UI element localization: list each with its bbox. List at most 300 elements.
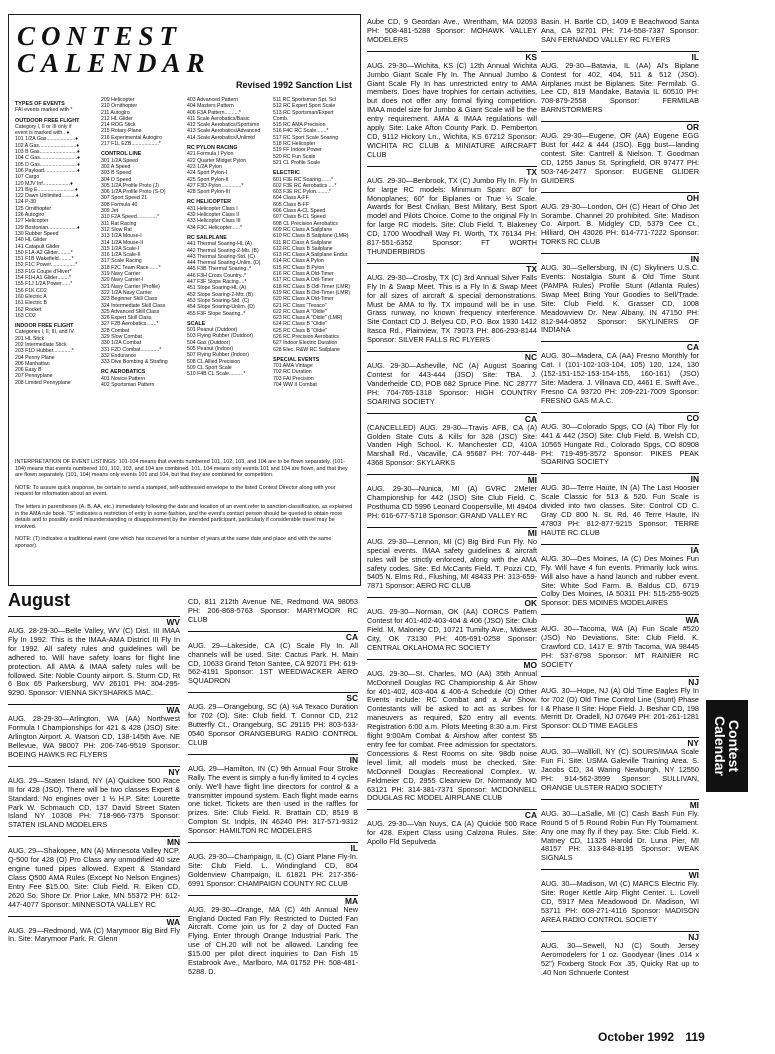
contest-listing <box>541 18 699 45</box>
event-type-item: 412 Scale Aerobatics/Sportsmn <box>187 122 260 129</box>
state-label: WV <box>8 616 180 627</box>
listing-text: AUG. 30—Madison, WI (C) MARCS Electric Fly. Site: Roger Kettle Airp Flight Center. L. Lovell CD, 5917 Mea Meadowood Dr. Madison, WI 53711 PH: 608-271-4116 Sponsor: MADISON AREA RADIO CONTROL SOCIETY <box>541 879 699 924</box>
event-type-item: 107 Cargo <box>15 174 40 181</box>
listing-text: AUG. 29-30—Crosby, TX (C) 3rd Annual Silver Falls Fly In & Swap Meet. This is a Fly In & Swap Meet for all sizes of aircraft & special demonstrations. Must be AMA to fly. TX impound will be in use. Grass runway, no known frequency interference. Site Contact CD J. Belyeu CD, P.O. Box 1930 1412 Itasca Rd., Plainview, TX 79073 PH: 806-293-8144 Sponsor: SILVER FALLS RC FLYERS <box>367 272 537 345</box>
event-type-item: event is marked with.. ♦ <box>15 130 70 137</box>
event-type-item: 516 F4C RC Scale.......* <box>273 128 329 135</box>
legend-note: INTERPRETATION OF EVENT LISTINGS: 101-104 means that events numbered 101, 102, 103, and 104 are to be flown separately. (101-104) means that events numbered 101, 102, 103, and 104 are combined. 101, 104 means only events 101 and 104 are flown, and that they are flown separately. (101, 104) means only events 101 and 104, but that they are combined for competition. <box>15 459 348 479</box>
contest-listing <box>367 51 537 160</box>
state-label: SC <box>188 692 358 703</box>
listing-text: AUG. 29—Staten Island, NY (A) Quickee 500 Race III for 428 (JSO). There will be two classes Expert & Standard. No engines over 1 ½ H.P. Site: Lourette Park W. Schmauch CD, 137 David Street Staten Island NY 10308 PH: 718-966-7375 Sponsor: STATEN ISLAND MODELERS <box>8 775 180 830</box>
event-category-heading: RC HELICOPTER <box>187 199 232 206</box>
event-type-item: 305 1/2A Profile Proto (J) <box>101 182 159 189</box>
state-label: WA <box>8 916 180 927</box>
event-type-item: 519 FF Indoor Power <box>273 147 322 154</box>
event-type-item: Categories I, II, III, and IV <box>15 329 74 336</box>
state-label: MI <box>367 474 537 485</box>
event-type-item: 432 Helicopter Class II <box>187 212 240 219</box>
state-label: CO <box>541 412 699 423</box>
event-type-item: 163 CO2 <box>15 312 36 319</box>
event-type-item: 517 RC Sport Scale Soaring <box>273 134 339 141</box>
event-type-item: 444 Thermal Soaring-Unlim. (D) <box>187 260 261 267</box>
state-label: NY <box>541 737 699 748</box>
state-label: OH <box>541 192 699 203</box>
contest-listing <box>8 916 180 945</box>
event-type-item: 321 Navy Carrier (Profile) <box>101 283 160 290</box>
event-type-column-4 <box>273 97 357 388</box>
contest-listing <box>367 597 537 653</box>
event-type-item: 161 Electric B <box>15 300 48 307</box>
event-type-item: 103 B Gas..........................♦ <box>15 149 80 156</box>
event-type-column-3 <box>187 97 273 377</box>
contest-listing <box>188 895 358 977</box>
contest-listing <box>188 598 358 625</box>
event-type-item: 326 Expert Skill Class <box>101 315 152 322</box>
event-type-item: 310 F2A Speed..............* <box>101 214 159 221</box>
page-folio <box>598 1030 705 1044</box>
event-type-item: 150 F1A-A2 Glider.........* <box>15 249 73 256</box>
contest-listing <box>541 473 699 537</box>
side-tab-line-1: Contest <box>726 719 743 773</box>
event-type-item: 102 A Gas..........................♦ <box>15 142 80 149</box>
state-label: MO <box>367 659 537 670</box>
event-type-item: 328 Combat <box>101 327 130 334</box>
listing-text: AUG. 29-30—Van Nuys, CA (A) Quickie 500 Race for 428. Expert Class using Calzona Rules. Site: Apollo Fld Sepulveda <box>367 819 537 847</box>
event-type-item: 126 Autogiro <box>15 212 45 219</box>
event-type-item: 518 RC Helicopter <box>273 141 316 148</box>
listing-text: AUG. 29-30—Lennon, MI (C) Big Bird Fun Fly. No special events. IMAA safety guidelines & aircraft rules will be strictly enforced, along with the AMA safety codes. Site: Ed McCants Field. T. Pozzi CD, 5405 N. Elms Rd., Flushing, MI 48433 PH: 313-659-7871 Sponsor: AERO RC CLUB <box>367 536 537 591</box>
contest-listing <box>541 412 699 468</box>
listing-column-4 <box>541 18 699 983</box>
event-type-item: 454 Slope Soaring-Unlim. (D) <box>187 304 255 311</box>
event-type-item: 154 F1H A1 Glider........* <box>15 275 71 282</box>
listing-text: AUG. 29—Shakopee, MN (A) Minnesota Valley NCP, Q-500 for 428 (O) Pro Class any unmodified 40 size engine tuned pipes allowed. Expert & Standard Class Q500 AMA Rules (Except No Nelson Engines) Entry Fee $15.00. Site: Club Field. R. Eiken CD, 2620 So. Shore Dr. Prior Lake, MN 55372 PH: 612-447-4077 Sponsor: MINNESOTA VALLEY RC <box>8 846 180 909</box>
contest-listing <box>541 253 699 335</box>
contest-listing <box>541 192 699 248</box>
listing-text: AUG. 30—Colorado Spgs, CO (A) Tibor Fly for 441 & 442 (JSO) Site: Club Field. B. Welsh CD, 10565 Hungate Rd., Colorado Spgs, CO 80908 PH: 719-495-3572 Sponsor: PIKES PEAK SOARING SOCIETY <box>541 421 699 467</box>
listing-text: AUG. 30—Hope, NJ (A) Old Time Eagles Fly In for 702 (O) Old Time Control Line (Stunt) Phase I & Phase II Site: Hope Field. J. Beshar CD, 198 Merritt Dr. Oradell, NJ 07649 PH: 201-261-1281 Sponsor: OLD TIME EAGLES <box>541 685 699 731</box>
event-type-item: 507 Flying Rubber (Indoor) <box>187 352 249 359</box>
title-line-1: CONTEST <box>17 21 183 51</box>
event-type-item: 601 F3E RC Soaring.......* <box>273 176 333 183</box>
state-label: OR <box>541 121 699 132</box>
event-type-item: 204 Penny Plane <box>15 354 55 361</box>
event-type-item: 207 Pennyplane <box>15 373 53 380</box>
event-type-item: 425 Sport Pylon-II <box>187 176 229 183</box>
event-category-heading: ELECTRIC <box>273 170 300 177</box>
state-label: MA <box>188 895 358 906</box>
event-type-item: 216 Experimental Autogiro <box>101 134 162 141</box>
contest-listing <box>367 166 537 257</box>
state-label: WA <box>8 704 180 715</box>
column-2-entries <box>188 598 358 977</box>
listing-text: AUG. 29-30—Orange, MA (C) 4th Annual New England Ducted Fan Fly. Restricted to Ducted Fan Aircraft. Come join us for 2 day of Ducted Fan Flying. Enter through Orange Industrial Park. The use of CH.20 will not be allowed. Landing fee $15.00 per pilot direct inquiries to Dan Fish 15 Estabrook Ave., Marlboro, MA 01752 PH: 508-481-5288. D. <box>188 904 358 976</box>
event-type-item: 423 1/2A Pylon <box>187 163 222 170</box>
event-type-item: 611 RC Class A Sailplane <box>273 239 332 246</box>
listing-text: AUG. 29-30—Norman, OK (AA) CORCS Pattern Contest for 401-402-403-404 & 406 (JSO) Site: Club Field. M. Maloney CD, 10721 Tumilty Ave., Midwest City, OK 73130 PH: 405-691-0258 Sponsor: CENTRAL OKLAHOMA RC SOCIETY <box>367 607 537 652</box>
listing-text: CD, 811 212th Avenue NE, Redmond WA 98053 PH: 206-868-5763 Sponsor: MARYMOOR RC CLUB <box>188 597 358 624</box>
contest-listing <box>188 842 358 889</box>
listing-text: AUG. 30—Madera, CA (AA) Fresno Monthly for Cat. I (101-102-103-104, 105) 120, 124, 130 (152-151-152-153-154-155, 160-161) (JSO) Site: Madera. J. Villnava CD, 4461 E. Swift Ave., Fresno CA 93720 PH: 209-221-7009 Sponsor: FRESNO GAS M.A.C. <box>541 351 699 405</box>
event-type-item: 704 WW II Combat <box>273 382 317 389</box>
event-type-item: 452 Slope Soaring-2-Mtr. (B) <box>187 291 254 298</box>
page-title <box>17 23 211 77</box>
listing-column-1 <box>8 590 180 950</box>
event-type-item: 333 Dive Bombing & Strafing <box>101 359 168 366</box>
event-type-item: 210 Ornithopter <box>101 103 138 110</box>
event-type-item: 607 Class B-CL Speed <box>273 214 326 221</box>
event-type-item: 308 Formula 40 <box>101 201 138 208</box>
contest-listing <box>8 766 180 830</box>
event-type-column-2 <box>101 97 185 388</box>
state-label: WA <box>541 614 699 625</box>
listing-text: AUG. 28-29-30—Arlington, WA (AA) Northwest Formula I Championships for 421 & 428 (JSO) Site: Arlington Airport. A. Watson CD, 138-145th Ave. NE Bellevue, WA 98007 PH: 206-746-9519 Sponsor: BOEING HAWKS RC FLYERS <box>8 714 180 759</box>
event-category-heading: INDOOR FREE FLIGHT <box>15 323 74 330</box>
event-type-item: 214 ROG Stick <box>101 122 136 129</box>
column-3-entries <box>367 18 537 847</box>
event-type-item: 127 Helicopter <box>15 218 49 225</box>
event-type-item: 313 1/2A Mouse-I <box>101 233 142 240</box>
state-label: MI <box>541 799 699 810</box>
event-type-item: 606 Class A-CL Speed <box>273 208 326 215</box>
state-label: IN <box>541 473 699 484</box>
contest-listing <box>541 931 699 978</box>
contest-listing <box>541 51 699 115</box>
event-type-item: 160 Electric A <box>15 293 47 300</box>
listing-text: AUG. 30—Sellersburg, IN (C) Skyliners U.S.C. Events: Nostalgia Stunt & Old Time Stunt (PAMPA Rules) Profile Stunt (Atlanta Rules) Swap Meet Bring Your Goodies to Sell/Trade. Site: Club Field. K. Grasser CD, 1008 Meadowview Dr. New Albany, IN 47150 PH: 812-944-0852 Sponsor: SKYLINERS OF INDIANA <box>541 263 699 335</box>
event-type-item: 619 RC Class B Old-Timer (LMR) <box>273 289 351 296</box>
event-type-item: 330 1/2A Combat <box>101 340 142 347</box>
contest-listing <box>367 351 537 407</box>
event-type-item: 520 RC Fun Scale <box>273 153 316 160</box>
event-type-item: 442 Thermal Soaring-2-Mtr. (B) <box>187 247 259 254</box>
listing-text: AUG. 30—Des Moines, IA (C) Des Moines Fun Fly. Will have 4 fun events. Primarily luck wins. Will also have a hand launch and rubber event. Site: White Sod Farm. B. Baldus CD, 6719 Colby Des Moines, IA 50311 PH: 515-255-9025 Sponsor: DES MOINES MODELAIRES <box>541 553 699 608</box>
listing-text: AUG. 29—Orangeburg, SC (A) ½A Texaco Duration for 702 (O). Site: Club field. T. Connor CD, 212 Butterfly Ct., Orangeburg, SC 29115 PH: 803-533-0540 Sponsor ORANGEBURG RADIO CONTROL CLUB <box>188 702 358 747</box>
event-type-item: 608 CL Precision Aerobatics <box>273 220 338 227</box>
listing-text: AUG. 29-30—Nunica, MI (A) GVRC 2Meter Championship for 442 (JSO) Site Club Field. C. Posthuma CD 5996 Leonard Coopersville, MI 49404 PH: 616-677-5718 Sponsor: GRAND VALLEY RC <box>367 484 537 520</box>
event-type-item: 211 Autogiro <box>101 109 130 116</box>
listing-text: AUG. 30—Terre Haute, IN (A) The Last Hoosier Scale Classic for 513 & 520. Fun Scale is divided into two classes. Site: Control CD C. Gray CD 800 N. St. Rd. 46 Terre Haute, IN 47803 PH: 812-877-9215 Sponsor: TERRE HAUTE RC CLUB <box>541 483 699 537</box>
contest-listing <box>541 869 699 925</box>
side-tab-text <box>713 716 741 776</box>
contest-listing <box>541 341 699 405</box>
event-type-item: 431 Helicopter Class I <box>187 205 238 212</box>
event-type-item: 120 MJV Inf...................♦ <box>15 180 73 187</box>
event-type-item: 503 Flying Rubber (Outdoor) <box>187 333 254 340</box>
state-label: WI <box>541 869 699 880</box>
listing-text: AUG. 30—Tacoma, WA (A) Fun Scale #520 (JSO) No Deviations. Site: Club Field. K. Crawford CD, 1417 E. 97th Tacoma, WA 98445 PH: 537-8798 Sponsor: MT RAINIER RC SOCIETY <box>541 624 699 669</box>
event-type-item: 162 Rocket <box>15 306 42 313</box>
event-type-item: 422 Quarter Midget Pylon <box>187 157 247 164</box>
event-type-item: 121 Big E..........................♦ <box>15 186 78 193</box>
event-type-item: 206 Manhattan <box>15 360 50 367</box>
contest-listing <box>541 737 699 793</box>
event-type-item: 316 1/2A Scale-II <box>101 252 141 259</box>
state-label: CA <box>188 631 358 642</box>
contest-listing <box>367 263 537 345</box>
event-type-item: 153 F1G Coupe d'Hiver* <box>15 268 72 275</box>
state-label: NC <box>367 351 537 362</box>
state-label: TX <box>367 263 537 274</box>
event-type-item: 433 Helicopter Class III <box>187 218 241 225</box>
event-legend-box <box>8 14 361 586</box>
event-type-item: 314 1/2A Mouse-II <box>101 239 144 246</box>
legend-note: NOTE: To assure quick response, be certain to send a stamped, self-addressed envelope to the listed Contest Director along with your request for information about an event. <box>15 484 336 498</box>
event-type-item: 217 F1L EZB...................* <box>101 141 161 148</box>
event-type-item: 124 P-30 <box>15 199 37 206</box>
event-type-item: 620 RC Class A Old-Timer <box>273 296 334 303</box>
event-category-heading: RC AEROBATICS <box>101 369 146 376</box>
listing-text: AUG. 29-30—St. Charles, MO (AA) 35th Annual McDonnell Douglas RC Championship & Air Show for 401-402, 403-404 & 406-A Schedule (O) Other Events include: RC Combat and a Air Show. Contestants will be asked to act as scribes for maneuvers as required, $20 entry all events. Registration 6:00 a.m. Pilots Meeting 8:30 a.m. First flight 9:00Am Combat & Airshow after contest $5 entry fee for combat. Free admission for spectators. Concessions & Rest Rooms on site. 98db noise level limit, all models must be checked. Site: McDonnell Douglas Recreational Complex. W. Feldmeier CD, 2955 Clearview Dr. Normandy MO 63121 PH: 314-381-7371 Sponsor: MCDONNELL DOUGLAS RC MODEL AIRPLANE CLUB <box>367 668 537 803</box>
listing-column-3 <box>367 18 537 853</box>
event-type-item: 612 RC Class B Sailplane <box>273 245 333 252</box>
state-label: IL <box>541 51 699 62</box>
contest-listing <box>188 692 358 748</box>
event-type-item: 621 RC Class "Texaco" <box>273 302 327 309</box>
column-1-entries <box>8 616 180 944</box>
event-type-item: 307 Sport Speed 21 <box>101 195 148 202</box>
contest-listing <box>541 799 699 863</box>
event-type-item: 215 Rotary-Plane <box>101 128 142 135</box>
listing-text: AUG. 30—LaSalle, MI (C) Cash Bash Fun Fly. Round 5 of 5 Round Robin Fun Fly Tournament. Any one may fly if they pay. Site: Club Field. K. Matney CD, 11325 Harold Dr. Luna Pier, MI 48157 PH: 313-848-8195 Sponsor: WEAK SIGNALS <box>541 808 699 863</box>
contest-listing <box>541 676 699 732</box>
event-type-item: 140 HL Glider <box>15 237 47 244</box>
revised-sanction-label: Revised 1992 Sanction List <box>236 80 353 90</box>
listing-text: AUG. 29—Hamilton, IN (C) 9th Annual Four Stroke Rally. The event is simply a fun-fly limited to 4 cycles only. We'll have flight line directors for control & a transmitter impound system. Each flight made earns one ticket. Tickets are then used in the raffles for prizes. Site: Club Field. R. Brattain CD, 8519 B Compton St. Indpls, IN 46240 PH: 317-571-9312 Sponsor: HAMILTON RC MODELERS <box>188 763 358 836</box>
state-label: NY <box>8 766 180 777</box>
event-type-item: 513 RC Sportsman/Expert <box>273 109 334 116</box>
event-type-item: 602 F3E RC Aerobatics ....* <box>273 182 337 189</box>
event-type-item: 327 F2B Aerobatics.......* <box>101 321 159 328</box>
contest-listing <box>8 616 180 698</box>
event-type-item: 624 RC Class B "Oldie" <box>273 321 328 328</box>
event-type-item: 703 FAI Precision <box>273 375 314 382</box>
event-type-item: 152 F1C Power.................* <box>15 262 78 269</box>
title-line-2: CALENDAR <box>17 48 211 78</box>
legend-note: NOTE: (T) indicates a traditional event (one which has occurred for a number of years at the same date and place and with the same sponsor). <box>15 536 332 549</box>
event-type-item: 208 Limited Pennyplane <box>15 379 71 386</box>
contest-listing <box>8 704 180 760</box>
event-type-item: 451 Slope Soaring-HL (A) <box>187 285 247 292</box>
event-type-item: 324 Intermediate Skill Class <box>101 302 166 309</box>
event-type-item: 129 Bostonian....................♦ <box>15 224 80 231</box>
event-type-item: 625 RC Class B "Oldie" <box>273 327 328 334</box>
event-type-item: 301 1/2A Speed <box>101 157 138 164</box>
listing-text: Basin. H. Bartle CD, 1409 E Beachwood Santa Ana, CA 92701 PH: 714-558-7337 Sponsor: SAN FERNANDO VALLEY RC FLYERS <box>541 17 699 44</box>
event-type-item: 414 Scale Aerobatics/Unlimtd <box>187 134 255 141</box>
event-type-item: 320 Navy Carrier-I <box>101 277 144 284</box>
event-type-item: 404 Masters Pattern <box>187 103 234 110</box>
state-label: KS <box>367 51 537 62</box>
listing-text: AUG. 29-30—Benbrook, TX (C) Jumbo Fly In. Fly In for large RC models: Minimum Span: 80" for Monoplanes; 60" for Biplanes or True ¼ Scale. Awards for Best Civilian, Best Military, Best Sport model and Pilots Choice. Come to the original Fly In for large RC models. Site: Club Field. T. Blakeney CD, 1700 Woodhall Way Ft. Worth, TX 76134 PH: 817-551-6352 Sponsor: FT WORTH THUNDERBIRDS <box>367 175 537 256</box>
event-type-item: 319 Navy Carrier <box>101 271 141 278</box>
event-type-item: 510 F4B CL Scale..........* <box>187 371 246 378</box>
state-label: IL <box>188 842 358 853</box>
event-type-item: 125 Ornithopter <box>15 205 52 212</box>
contest-listing <box>188 631 358 687</box>
state-label: IA <box>541 544 699 555</box>
event-type-item: 626 RC Precision Aerobatics <box>273 333 340 340</box>
event-type-item: 332 Endurance <box>101 352 137 359</box>
listing-text: (CANCELLED) AUG. 29-30—Travis AFB, CA (A) Golden State Cuts & Kills for 328 (JSC) Site: Vanden High School. K. Manchester CD, 410A Marshall Rd., Vacaville, CA 95687 PH: 707-448-4368 Sponsor: SKYLARKS <box>367 422 537 468</box>
contest-listing <box>367 809 537 847</box>
event-type-item: 427 F3D Pylon..............* <box>187 182 244 189</box>
event-type-item: 445 F3B Thermal Soaring..* <box>187 266 252 273</box>
event-category-heading: CONTROL LINE <box>101 151 142 158</box>
event-type-item: 618 RC Class B Odl-Timer (LMR) <box>273 283 351 290</box>
page-number: 119 <box>685 1030 705 1044</box>
state-label: MN <box>8 836 180 847</box>
event-type-item: 702 RC Duration <box>273 369 312 376</box>
event-type-item: 509 CL Sport Scale <box>187 364 232 371</box>
event-type-item: 622 RC Class A "Oldie" <box>273 308 327 315</box>
listing-text: AUG. 29—Lakeside, CA (C) Scale Fly In. All channels will be used. Site: Cactus Park. H. Main CD, 10633 Grand Teton Santee, CA 92071 PH: 619-562-4191 Sponsor: 1ST WEEDWACKER AERO SQUADRON <box>188 640 358 686</box>
event-type-item: 424 Sport Pylon-I <box>187 170 228 177</box>
event-type-item: 511 RC Sportsman Spt. Scl <box>273 97 337 103</box>
event-type-item: 104 C Gas..........................♦ <box>15 155 80 162</box>
event-type-item: 403 Advanced Pattern <box>187 97 239 103</box>
event-type-item: 521 CL Profile Scale <box>273 159 321 166</box>
event-type-item: 453 Slope Soaring-Std. (C) <box>187 297 250 304</box>
issue-date: October 1992 <box>598 1030 675 1044</box>
event-type-item: 603 F3E RC Pylon.........* <box>273 189 331 196</box>
listing-column-2 <box>188 598 358 983</box>
contest-listing <box>541 121 699 185</box>
event-type-item: 304 D Speed <box>101 176 132 183</box>
event-type-item: 434 F3C Helicopter......* <box>187 224 243 231</box>
listing-text: AUG. 29-30—Champaign, IL (C) Giant Plane Fly-In. Site: Club Field. L. Windingland CD, 804 Goldenview Champaign, IL 61821 PH: 217-356-6991 Sponsor: CHAMPAIGN COUNTY RC CLUB <box>188 852 358 888</box>
event-type-item: 610 RC Class B Sailplane (LMR) <box>273 233 349 240</box>
event-type-item: 325 Advanced Skill Class <box>101 308 160 315</box>
event-type-item: 318 F2C Team Race ......* <box>101 264 161 271</box>
event-type-item: 322 1/2A Navy Carrier <box>101 289 153 296</box>
state-label: OK <box>367 597 537 608</box>
event-type-item: 312 Slow Rat <box>101 226 132 233</box>
event-type-item: FAI events marked with * <box>15 107 73 114</box>
event-type-item: 303 B Speed <box>101 170 131 177</box>
event-type-item: 617 RC Class A Odl-Timer <box>273 277 334 284</box>
event-type-item: 614 RC Class A Pylon <box>273 258 324 265</box>
event-type-item: 604 Class A-FF <box>273 195 309 202</box>
event-category-heading: RC PYLON RACING <box>187 145 238 152</box>
state-label: NJ <box>541 931 699 942</box>
event-type-item: 202 Intermediate Stick <box>15 341 67 348</box>
contest-listing <box>541 614 699 670</box>
contest-listing <box>367 474 537 521</box>
contest-listing <box>541 544 699 608</box>
event-type-item: 212 HL Glider <box>101 115 133 122</box>
event-type-item: 447 F3F Slope Racing....* <box>187 279 247 286</box>
event-type-item: 302 A Speed <box>101 163 131 170</box>
event-type-item: 306 1/2A Profile Proto (S-O) <box>101 189 166 196</box>
event-type-item: 508 CL Allied Precision <box>187 358 241 365</box>
listing-text: AUG. 29-30—Batavia, IL (AA) Al's Biplane Contest for 402, 404, 511 & 512 (JSO). Airplanes must be Biplanes. Site: Fermilab. G. Lee CD, 819 Mandake, Batavia IL 60510 PH: 708-879-2558 Sponsor: FERMILAB BARNSTORMERS <box>541 60 699 115</box>
event-type-item: 329 Slow Combat <box>101 333 142 340</box>
listing-text: AUG. 29-30—Wichita, KS (C) 12th Annual Wichita Jumbo Giant Scale Fly In. The Annual Jumbo & Giant Scale Fly In has unrestricted entry to AMA members. Does have trophies for certain activities, but does not offer any formal flying competition. IMAA model size for Jumbo & Giant Scale will be the entry requirement. AMA & IMAA regulations will apply. Site: Lake Afton County Park. D. Pemberton CD, 9112 Hickory Ln., Wichita, KS 67212 Sponsor: WICHITA RC CLUB & MINIATURE AIRCRAFT CLUB <box>367 60 537 159</box>
contest-listing <box>8 836 180 909</box>
listing-text: AUG. 30—Sewell, NJ (C) South Jersey Aeromodelers for 1 oz. Goodyear (lines .014 x 52") Foxberg Stock Fox .35, Quicky Rat up to .40 Non Schnuerle Contest <box>541 940 699 977</box>
event-type-item: 504 Gas (Outdoor) <box>187 339 231 346</box>
state-label: MI <box>367 527 537 538</box>
event-type-item: 515 RC AMA Precision <box>273 122 326 129</box>
event-type-item: 155 F1J 1/2A Power......* <box>15 281 73 288</box>
month-heading: August <box>8 590 70 610</box>
event-category-heading: TYPES OF EVENTS <box>15 101 65 107</box>
listing-text: AUG. 29-30—Asheville, NC (A) August Soaring Contest for 443-444 (JSO) Site: TBA. J. Vanderheide CD, POB 682 Spruce Pine. NC 28777 PH: 704-765-1318 Sponsor: HIGH COUNTRY SOARING SOCIETY <box>367 361 537 406</box>
event-type-item: 206 Easy B <box>15 367 42 374</box>
event-type-item: 411 Scale Aerobatics/Basic <box>187 115 250 122</box>
event-type-column-1 <box>15 97 99 386</box>
contest-listing <box>367 659 537 804</box>
contest-listing <box>367 18 537 45</box>
event-type-item: 331 F2D Combat.............* <box>101 346 162 353</box>
event-type-item: 317 Scale Racing <box>101 258 142 265</box>
state-label: NJ <box>541 676 699 687</box>
state-label: CA <box>541 341 699 352</box>
event-type-item: 413 Scale Aerobatics/Advanced <box>187 128 261 135</box>
contest-listing <box>367 413 537 469</box>
event-type-columns <box>15 97 355 457</box>
event-type-item: 605 Class B-FF <box>273 201 310 208</box>
event-type-item: 428 Sport Pylon-III <box>187 189 230 196</box>
legend-note: The letters in parentheses (A, B, AA, etc.) immediately following the date and location of an event refer to sanction classification, as explained in the AMA rule book. "S" indicates a restriction of entry in some fashion, and the event's contact person should be queried to obtain more details and to possibly avoid misunderstanding or disappointment by the intended participant, particularly if considerable travel may be involved. <box>15 503 353 530</box>
event-category-heading: RC SAILPLANE <box>187 234 227 241</box>
listing-text: AUG. 29—Redmond, WA (C) Marymoor Big Bird Fly In. Site: Marymoor Park. R. Glenn <box>8 925 180 944</box>
event-type-item: 701 AMA Vintage <box>273 363 313 370</box>
event-type-item: 106 Payload.......................♦ <box>15 167 80 174</box>
event-type-item: 443 Thermal Soaring-Std. (C) <box>187 253 255 260</box>
side-tab-line-2: Calendar <box>712 716 729 776</box>
event-type-item: 141 Catapult Glider <box>15 243 60 250</box>
event-type-item: 512 RC Expert Sport Scale <box>273 103 336 110</box>
section-side-tab <box>706 700 748 792</box>
event-type-item: 441 Thermal Soaring-HL (A) <box>187 241 252 248</box>
contest-listing <box>367 527 537 591</box>
listing-text: AUG. 30—Wallkill, NY (C) SOURS/IMAA Scale Fun Fi. Site: USMA Galeville Training Area. S. Jacobs CD, 34 Waring Newburgh, NY 12550 PH: 914-562-3599 Sponsor: SULLIVAN, ORANGE ULSTER RADIO SOCIETY <box>541 747 699 792</box>
state-label: IN <box>188 754 358 765</box>
event-type-item: 615 RC Class B Pylon <box>273 264 325 271</box>
event-type-item: 311 Rat Racing <box>101 220 137 227</box>
event-type-item: 101 1/2A Gas....................♦ <box>15 136 78 143</box>
event-category-heading: OUTDOOR FREE FLIGHT <box>15 117 80 124</box>
event-type-item: 446 F3H Cross Country..* <box>187 272 247 279</box>
event-type-item: 455 F3F Slope Soaring..* <box>187 310 246 317</box>
listing-text: AUG. 28-29-30—Belle Valley, WV (C) Dist. III IMAA Fly In 1992. This is the IMAA-AMA District III Fly In for 1992. All safety rules and guidelines will be adhered to. Will have safety loans for flight line protection. All AMA & IMAA safety rules will be followed. Site: Noble County airport. S. Sturm CD, Rt 6 Box 65 Parkersburg, WV 26101 PH: 304-295-9290. Sponsor: VIENNA SKYSHARKS MAC. <box>8 626 180 698</box>
listing-text: AUG. 29-30—Eugene, OR (AA) Eugene EGG Bust for 442 & 444 (JSO). Egg bust—landing contest. Site: Cantrell & Nielson. T. Goodman CD, 1255 Janus St. Springfield, OR 97477 PH: 503-746-2477 Sponsor: EUGENE GLIDER GUIDERS <box>541 131 699 185</box>
legend-notes <box>15 459 353 556</box>
contest-listing <box>188 754 358 836</box>
event-type-item: 401 Novice Pattern <box>101 375 146 382</box>
event-type-item: 613 RC Class A Sailplane Endur. <box>273 252 349 259</box>
event-category-heading: SPECIAL EVENTS <box>273 356 320 363</box>
event-type-item: 105 D Gas..........................♦ <box>15 161 80 168</box>
event-type-item: 616 RC Class A Old-Timer <box>273 271 334 278</box>
listing-text: Aube CD, 9 Geordan Ave., Wrentham, MA 02093 PH: 508-481-5288 Sponsor: MOHAWK VALLEY MODELERS <box>367 17 537 44</box>
event-type-item: 505 Peanut (Indoor) <box>187 345 234 352</box>
listing-text: AUG. 29-30—London, OH (C) Heart of Ohio Jet Sorambe. Channel 20 prohibited. Site: Madison Co. Airport. B. Midgley CD, 5379 Cee Ct., Hilliard, OH 43026 PH: 614-771-7222 Sponsor: TORKS RC CLUB <box>541 201 699 247</box>
event-type-item: 309 Jet <box>101 208 119 215</box>
event-type-item: 402 Sportsman Pattern <box>101 382 155 389</box>
state-label: IN <box>541 253 699 264</box>
column-4-entries <box>541 18 699 977</box>
event-type-item: 323 Beginner Skill Class <box>101 296 158 303</box>
state-label: CA <box>367 809 537 820</box>
event-type-item: 609 RC Class A Sailplane <box>273 226 333 233</box>
event-type-item: 122 Dawn Unlimited..........♦ <box>15 193 79 200</box>
event-type-item: 201 HL Stick <box>15 335 45 342</box>
event-category-heading: SCALE <box>187 320 206 327</box>
event-type-item: 130 Rubber Speed <box>15 230 59 237</box>
